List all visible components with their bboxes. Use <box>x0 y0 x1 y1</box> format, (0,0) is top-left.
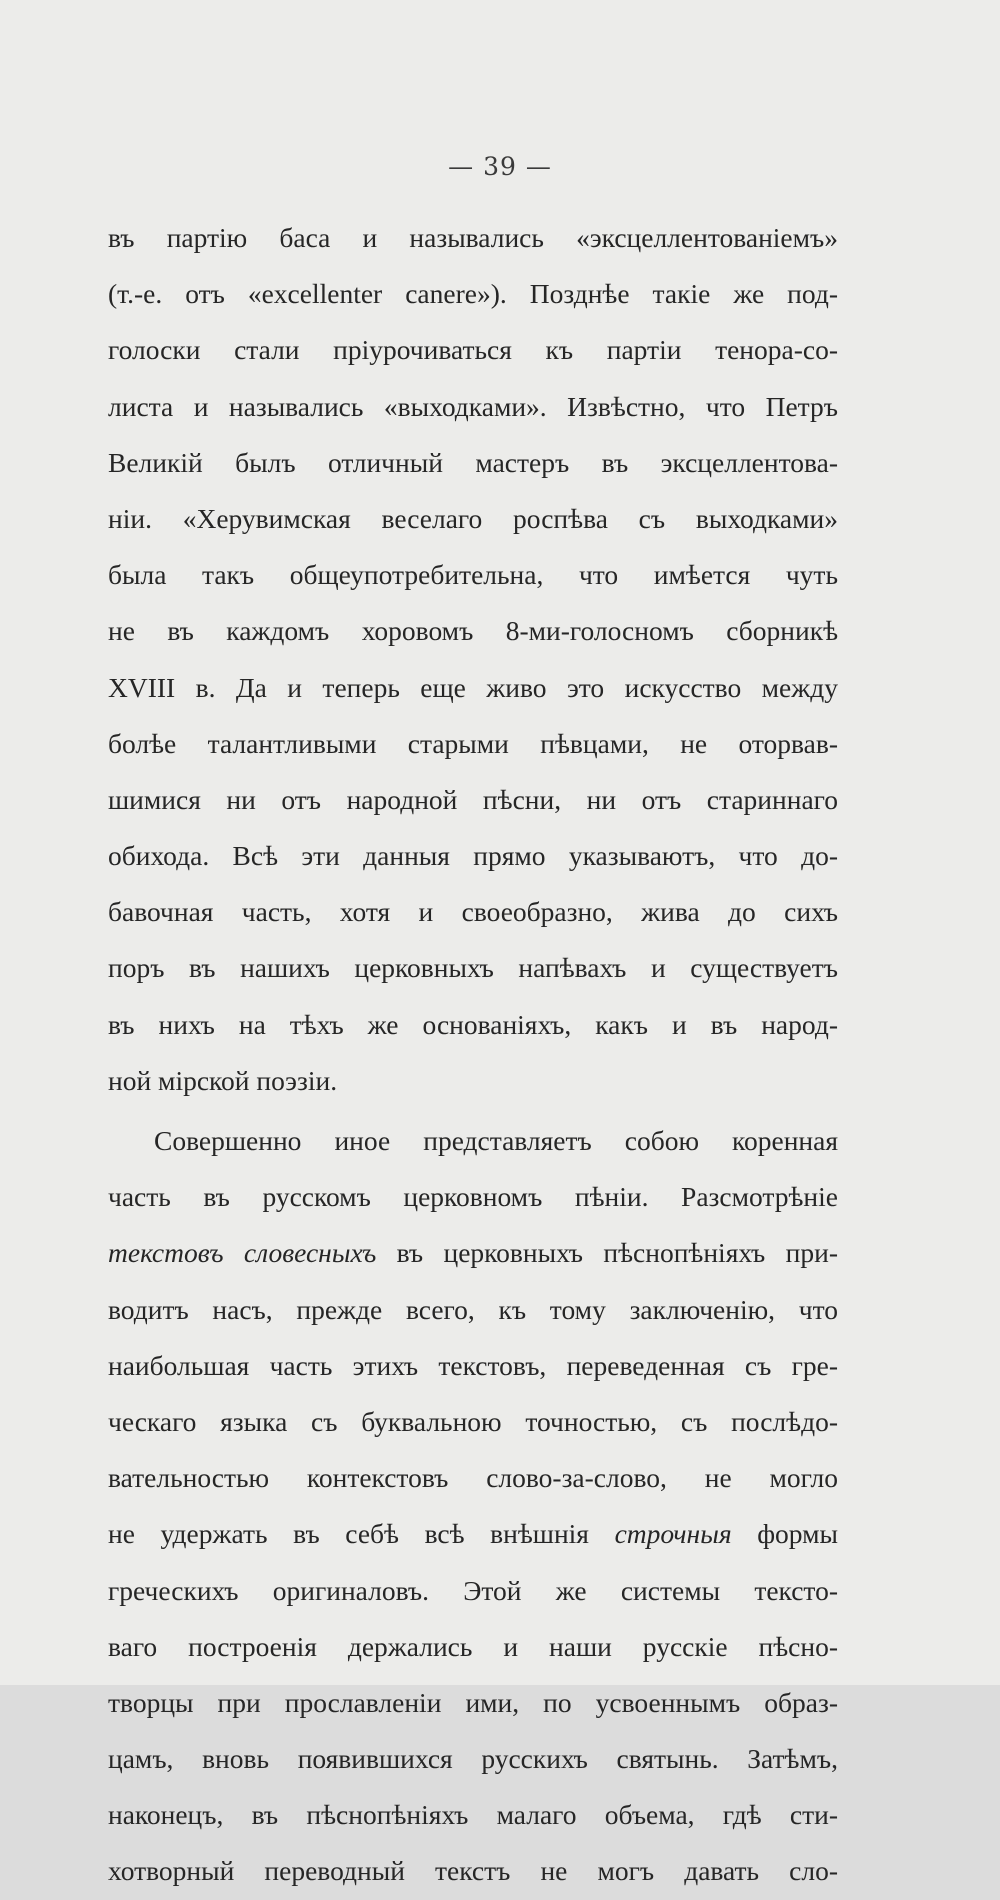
text-line: ной мірской поэзіи. <box>108 1064 338 1096</box>
text-line: цамъ, вновь появившихся русскихъ святынь. Затѣмъ, <box>108 1743 838 1775</box>
line-start: не удержать въ себѣ всѣ внѣшнія <box>108 1518 615 1550</box>
text-line: ческаго языка съ буквальною точностью, съ послѣдо- <box>108 1405 838 1437</box>
text-line <box>108 1506 838 1562</box>
text-line: шимися ни отъ народной пѣсни, ни отъ стариннаго <box>108 783 838 815</box>
text-line: въ партію баса и назывались «эксцеллентованіемъ» <box>108 222 838 253</box>
text-line: хотворный переводный текстъ не могъ давать сло- <box>108 1855 838 1887</box>
text-line: бавочная часть, хотя и своеобразно, жива до сихъ <box>108 896 838 928</box>
italic-phrase: текстовъ словесныхъ <box>108 1237 377 1269</box>
page-number: — 39 — <box>448 152 552 181</box>
text-line: ваго построенія держались и наши русскіе пѣсно- <box>108 1630 838 1662</box>
text-line: (т.-е. отъ «excellenter canere»). Позднѣе такіе же под- <box>108 278 838 310</box>
text-line: Совершенно иное представляетъ собою коренная <box>154 1125 838 1156</box>
text-line: вательностью контекстовъ слово-за-слово, не могло <box>108 1462 838 1494</box>
text-line: Великій былъ отличный мастеръ въ эксцеллентова- <box>108 446 838 478</box>
text-line: творцы при прославленіи ими, по усвоеннымъ образ- <box>108 1686 838 1718</box>
text-line: голоски стали пріурочиваться къ партіи тенора-со- <box>108 334 838 366</box>
text-line: была такъ общеупотребительна, что имѣется чуть <box>108 559 838 591</box>
line-end: формы <box>731 1518 838 1550</box>
text-line: греческихъ оригиналовъ. Этой же системы тексто- <box>108 1574 838 1606</box>
body-text <box>108 210 838 1900</box>
line-remainder: въ церковныхъ пѣснопѣніяхъ при- <box>376 1237 838 1269</box>
text-line: поръ въ нашихъ церковныхъ напѣвахъ и существуетъ <box>108 952 838 984</box>
text-line <box>108 1225 838 1281</box>
italic-word: строчныя <box>614 1518 732 1550</box>
text-line: обихода. Всѣ эти данныя прямо указываютъ, что до- <box>108 840 838 872</box>
text-line: XVIII в. Да и теперь еще живо это искусство между <box>108 671 838 703</box>
text-line: листа и назывались «выходками». Извѣстно, что Петръ <box>108 390 838 422</box>
text-line: часть въ русскомъ церковномъ пѣніи. Разсмотрѣніе <box>108 1181 838 1213</box>
text-line: не въ каждомъ хоровомъ 8-ми-голосномъ сборникѣ <box>108 615 838 647</box>
text-line: въ нихъ на тѣхъ же основаніяхъ, какъ и въ народ- <box>108 1008 838 1040</box>
text-line: наконецъ, въ пѣснопѣніяхъ малаго объема, гдѣ сти- <box>108 1799 838 1831</box>
text-line: водитъ насъ, прежде всего, къ тому заключенію, что <box>108 1293 838 1325</box>
text-line: болѣе талантливыми старыми пѣвцами, не оторвав- <box>108 727 838 759</box>
text-line: наибольшая часть этихъ текстовъ, переведенная съ гре- <box>108 1349 838 1381</box>
text-line: ніи. «Херувимская веселаго роспѣва съ выходками» <box>108 502 838 534</box>
